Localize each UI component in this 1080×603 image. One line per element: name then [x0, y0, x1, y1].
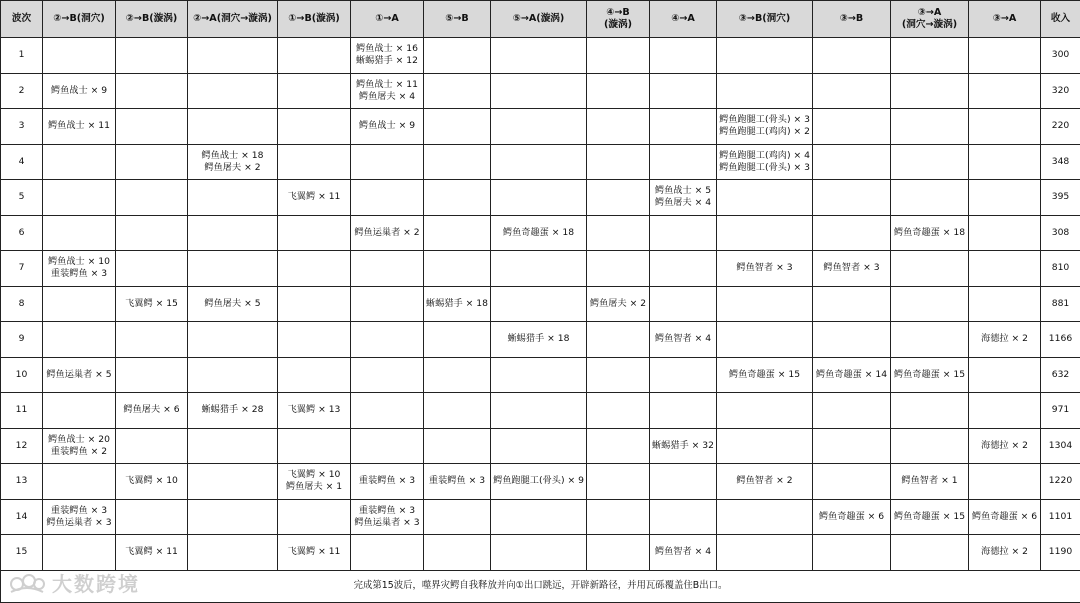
wave-number-cell: 14: [1, 499, 43, 535]
enemy-cell: [116, 180, 188, 216]
enemy-cell: [650, 357, 717, 393]
enemy-cell: [188, 357, 278, 393]
income-cell: 308: [1041, 215, 1080, 251]
enemy-cell: [813, 215, 891, 251]
enemy-cell: [43, 535, 116, 571]
enemy-cell: [813, 109, 891, 145]
enemy-cell: [587, 322, 650, 358]
enemy-cell: [650, 73, 717, 109]
wave-number-cell: 13: [1, 464, 43, 500]
enemy-cell: [813, 38, 891, 74]
enemy-cell: [491, 73, 587, 109]
enemy-cell: 蜥蜴猎手 × 28: [188, 393, 278, 429]
income-cell: 300: [1041, 38, 1080, 74]
enemy-cell: 鳄鱼战士 × 18 鳄鱼屠夫 × 2: [188, 144, 278, 180]
enemy-cell: [278, 109, 351, 145]
enemy-cell: 鳄鱼智者 × 3: [813, 251, 891, 287]
enemy-cell: [891, 251, 969, 287]
enemy-cell: [351, 428, 424, 464]
enemy-cell: [969, 215, 1041, 251]
enemy-cell: [650, 286, 717, 322]
enemy-cell: [278, 251, 351, 287]
table-row: [1, 38, 1080, 74]
enemy-cell: [587, 73, 650, 109]
enemy-cell: 鳄鱼奇趣蛋 × 6: [813, 499, 891, 535]
enemy-cell: [813, 464, 891, 500]
enemy-cell: [424, 322, 491, 358]
table-row: [1, 73, 1080, 109]
wave-number-cell: 6: [1, 215, 43, 251]
enemy-cell: 鳄鱼跑腿工(骨头) × 3 鳄鱼跑腿工(鸡肉) × 2: [717, 109, 813, 145]
enemy-cell: [587, 109, 650, 145]
wave-number-cell: 9: [1, 322, 43, 358]
enemy-cell: [587, 357, 650, 393]
enemy-cell: [351, 357, 424, 393]
enemy-cell: [491, 357, 587, 393]
column-header: ③→B: [813, 1, 891, 38]
enemy-cell: [587, 144, 650, 180]
enemy-cell: [278, 499, 351, 535]
enemy-cell: 鳄鱼屠夫 × 2: [587, 286, 650, 322]
enemy-cell: [278, 215, 351, 251]
enemy-cell: [43, 38, 116, 74]
enemy-cell: [43, 215, 116, 251]
enemy-cell: [891, 38, 969, 74]
enemy-cell: [116, 144, 188, 180]
income-cell: 348: [1041, 144, 1080, 180]
column-header: ②→B(洞穴): [43, 1, 116, 38]
table-row: [1, 251, 1080, 287]
enemy-cell: [188, 215, 278, 251]
enemy-cell: [717, 322, 813, 358]
column-header: ④→A: [650, 1, 717, 38]
enemy-cell: 鳄鱼奇趣蛋 × 15: [717, 357, 813, 393]
enemy-cell: [891, 428, 969, 464]
wave-number-cell: 7: [1, 251, 43, 287]
enemy-cell: [278, 73, 351, 109]
enemy-cell: [587, 428, 650, 464]
enemy-cell: [188, 322, 278, 358]
table-row: [1, 464, 1080, 500]
enemy-cell: [278, 357, 351, 393]
table-row: [1, 357, 1080, 393]
enemy-cell: [491, 144, 587, 180]
table-row: [1, 393, 1080, 429]
enemy-cell: [116, 499, 188, 535]
enemy-cell: [587, 215, 650, 251]
enemy-cell: [424, 144, 491, 180]
enemy-cell: [424, 499, 491, 535]
enemy-cell: [351, 144, 424, 180]
enemy-cell: 鳄鱼智者 × 1: [891, 464, 969, 500]
table-row: [1, 428, 1080, 464]
enemy-cell: 飞翼鳄 × 13: [278, 393, 351, 429]
enemy-cell: 重装鳄鱼 × 3 鳄鱼运巢者 × 3: [43, 499, 116, 535]
enemy-cell: [969, 38, 1041, 74]
enemy-cell: 重装鳄鱼 × 3: [351, 464, 424, 500]
enemy-cell: 鳄鱼智者 × 4: [650, 322, 717, 358]
table-row: [1, 286, 1080, 322]
enemy-cell: [891, 535, 969, 571]
enemy-cell: 鳄鱼战士 × 9: [351, 109, 424, 145]
enemy-cell: [424, 73, 491, 109]
enemy-cell: [116, 38, 188, 74]
enemy-cell: [650, 215, 717, 251]
income-cell: 810: [1041, 251, 1080, 287]
column-header: ④→B (漩涡): [587, 1, 650, 38]
enemy-cell: [969, 109, 1041, 145]
table-row: [1, 322, 1080, 358]
income-cell: 1304: [1041, 428, 1080, 464]
table-row: [1, 215, 1080, 251]
wave-number-cell: 12: [1, 428, 43, 464]
enemy-cell: 鳄鱼奇趣蛋 × 18: [891, 215, 969, 251]
table-row: [1, 109, 1080, 145]
enemy-cell: 飞翼鳄 × 11: [116, 535, 188, 571]
enemy-cell: [969, 251, 1041, 287]
enemy-cell: 重装鳄鱼 × 3 鳄鱼运巢者 × 3: [351, 499, 424, 535]
income-cell: 1166: [1041, 322, 1080, 358]
income-cell: 632: [1041, 357, 1080, 393]
enemy-cell: [717, 215, 813, 251]
table-body: [1, 38, 1080, 571]
enemy-cell: [717, 428, 813, 464]
column-header: ⑤→A(漩涡): [491, 1, 587, 38]
enemy-cell: [491, 286, 587, 322]
enemy-cell: [717, 286, 813, 322]
wave-number-cell: 8: [1, 286, 43, 322]
enemy-cell: [424, 393, 491, 429]
enemy-cell: [717, 38, 813, 74]
enemy-cell: [587, 499, 650, 535]
enemy-cell: 鳄鱼智者 × 4: [650, 535, 717, 571]
wave-number-cell: 2: [1, 73, 43, 109]
enemy-cell: [650, 251, 717, 287]
enemy-cell: [650, 499, 717, 535]
column-header: ①→B(漩涡): [278, 1, 351, 38]
footer-note: 完成第15波后，噬界灾鳄自我释放并向①出口跳远，开辟新路径，并用瓦砾覆盖住B出口。: [1, 570, 1080, 602]
income-cell: 971: [1041, 393, 1080, 429]
enemy-cell: [424, 535, 491, 571]
column-header: ③→A (洞穴→漩涡): [891, 1, 969, 38]
table-footer: [1, 570, 1080, 602]
enemy-cell: 鳄鱼战士 × 11: [43, 109, 116, 145]
enemy-cell: [813, 535, 891, 571]
table-row: [1, 499, 1080, 535]
column-header: 收入: [1041, 1, 1080, 38]
enemy-cell: 鳄鱼奇趣蛋 × 18: [491, 215, 587, 251]
enemy-cell: [650, 393, 717, 429]
enemy-cell: [278, 38, 351, 74]
table-row: [1, 180, 1080, 216]
header-row: [1, 1, 1080, 38]
enemy-cell: [891, 322, 969, 358]
enemy-cell: [43, 144, 116, 180]
enemy-cell: [43, 464, 116, 500]
column-header: 波次: [1, 1, 43, 38]
enemy-cell: [891, 393, 969, 429]
enemy-cell: 蜥蜴猎手 × 32: [650, 428, 717, 464]
enemy-cell: [424, 180, 491, 216]
enemy-cell: [891, 73, 969, 109]
enemy-cell: 鳄鱼奇趣蛋 × 15: [891, 357, 969, 393]
enemy-cell: [969, 180, 1041, 216]
enemy-cell: [188, 73, 278, 109]
enemy-cell: 鳄鱼战士 × 11 鳄鱼屠夫 × 4: [351, 73, 424, 109]
income-cell: 1190: [1041, 535, 1080, 571]
enemy-cell: 鳄鱼战士 × 10 重装鳄鱼 × 3: [43, 251, 116, 287]
enemy-cell: 鳄鱼智者 × 3: [717, 251, 813, 287]
wave-number-cell: 15: [1, 535, 43, 571]
enemy-cell: 鳄鱼奇趣蛋 × 6: [969, 499, 1041, 535]
enemy-cell: 飞翼鳄 × 10 鳄鱼屠夫 × 1: [278, 464, 351, 500]
enemy-cell: [351, 393, 424, 429]
enemy-cell: 鳄鱼战士 × 16 蜥蜴猎手 × 12: [351, 38, 424, 74]
enemy-cell: [717, 393, 813, 429]
enemy-cell: [969, 286, 1041, 322]
enemy-cell: [116, 215, 188, 251]
wave-number-cell: 11: [1, 393, 43, 429]
enemy-cell: 鳄鱼跑腿工(骨头) × 9: [491, 464, 587, 500]
income-cell: 395: [1041, 180, 1080, 216]
enemy-cell: [424, 251, 491, 287]
enemy-cell: [278, 322, 351, 358]
wave-number-cell: 3: [1, 109, 43, 145]
enemy-cell: [969, 73, 1041, 109]
income-cell: 881: [1041, 286, 1080, 322]
enemy-cell: [424, 109, 491, 145]
enemy-cell: [813, 73, 891, 109]
wave-number-cell: 5: [1, 180, 43, 216]
income-cell: 1220: [1041, 464, 1080, 500]
enemy-cell: [891, 180, 969, 216]
enemy-cell: [116, 73, 188, 109]
enemy-cell: [188, 38, 278, 74]
enemy-cell: 重装鳄鱼 × 3: [424, 464, 491, 500]
enemy-cell: [587, 464, 650, 500]
column-header: ②→A(洞穴→漩涡): [188, 1, 278, 38]
column-header: ②→B(漩涡): [116, 1, 188, 38]
enemy-cell: [278, 286, 351, 322]
enemy-cell: 鳄鱼运巢者 × 2: [351, 215, 424, 251]
enemy-cell: [587, 251, 650, 287]
income-cell: 320: [1041, 73, 1080, 109]
enemy-cell: 飞翼鳄 × 15: [116, 286, 188, 322]
column-header: ③→A: [969, 1, 1041, 38]
enemy-cell: [351, 286, 424, 322]
enemy-cell: 鳄鱼跑腿工(鸡肉) × 4 鳄鱼跑腿工(骨头) × 3: [717, 144, 813, 180]
table-header: [1, 1, 1080, 38]
column-header: ⑤→B: [424, 1, 491, 38]
enemy-cell: 鳄鱼战士 × 20 重装鳄鱼 × 2: [43, 428, 116, 464]
enemy-cell: [278, 144, 351, 180]
enemy-cell: [491, 180, 587, 216]
enemy-cell: [587, 393, 650, 429]
enemy-cell: 飞翼鳄 × 11: [278, 535, 351, 571]
enemy-cell: [969, 393, 1041, 429]
enemy-cell: 海德拉 × 2: [969, 322, 1041, 358]
enemy-cell: 鳄鱼屠夫 × 6: [116, 393, 188, 429]
enemy-cell: [813, 322, 891, 358]
enemy-cell: [717, 535, 813, 571]
column-header: ①→A: [351, 1, 424, 38]
enemy-cell: [717, 73, 813, 109]
enemy-cell: [587, 38, 650, 74]
enemy-cell: [491, 109, 587, 145]
enemy-cell: [491, 428, 587, 464]
enemy-cell: [650, 144, 717, 180]
enemy-cell: [116, 357, 188, 393]
enemy-cell: [424, 215, 491, 251]
enemy-cell: [891, 144, 969, 180]
enemy-cell: [587, 180, 650, 216]
enemy-cell: [188, 251, 278, 287]
enemy-cell: [813, 428, 891, 464]
enemy-cell: 飞翼鳄 × 10: [116, 464, 188, 500]
enemy-cell: [587, 535, 650, 571]
enemy-cell: 鳄鱼战士 × 5 鳄鱼屠夫 × 4: [650, 180, 717, 216]
enemy-cell: [491, 535, 587, 571]
enemy-cell: [116, 428, 188, 464]
enemy-cell: [43, 393, 116, 429]
enemy-cell: 蜥蜴猎手 × 18: [491, 322, 587, 358]
enemy-cell: [650, 464, 717, 500]
enemy-cell: 鳄鱼战士 × 9: [43, 73, 116, 109]
wave-number-cell: 10: [1, 357, 43, 393]
enemy-cell: [717, 499, 813, 535]
enemy-cell: [969, 144, 1041, 180]
enemy-cell: 海德拉 × 2: [969, 535, 1041, 571]
enemy-cell: 蜥蜴猎手 × 18: [424, 286, 491, 322]
enemy-cell: [717, 180, 813, 216]
enemy-cell: 鳄鱼奇趣蛋 × 14: [813, 357, 891, 393]
enemy-cell: [491, 499, 587, 535]
enemy-cell: [116, 251, 188, 287]
enemy-cell: [351, 322, 424, 358]
enemy-cell: [650, 109, 717, 145]
wave-number-cell: 1: [1, 38, 43, 74]
enemy-cell: 鳄鱼运巢者 × 5: [43, 357, 116, 393]
enemy-cell: [43, 180, 116, 216]
table-row: [1, 535, 1080, 571]
enemy-cell: [188, 428, 278, 464]
enemy-cell: [813, 144, 891, 180]
enemy-cell: [813, 393, 891, 429]
enemy-cell: 鳄鱼屠夫 × 5: [188, 286, 278, 322]
enemy-cell: [351, 180, 424, 216]
enemy-cell: [188, 535, 278, 571]
table-row: [1, 144, 1080, 180]
enemy-cell: [43, 286, 116, 322]
enemy-cell: [891, 286, 969, 322]
enemy-cell: [278, 428, 351, 464]
enemy-cell: [351, 251, 424, 287]
enemy-cell: [969, 357, 1041, 393]
enemy-cell: [116, 322, 188, 358]
enemy-cell: 飞翼鳄 × 11: [278, 180, 351, 216]
enemy-cell: [351, 535, 424, 571]
enemy-cell: [188, 464, 278, 500]
income-cell: 220: [1041, 109, 1080, 145]
enemy-cell: [491, 251, 587, 287]
enemy-cell: [813, 286, 891, 322]
enemy-cell: [43, 322, 116, 358]
enemy-cell: [116, 109, 188, 145]
watermark-text: 大数跨境: [52, 568, 140, 597]
enemy-cell: [969, 464, 1041, 500]
enemy-cell: 鳄鱼智者 × 2: [717, 464, 813, 500]
wave-number-cell: 4: [1, 144, 43, 180]
enemy-cell: [188, 109, 278, 145]
income-cell: 1101: [1041, 499, 1080, 535]
enemy-cell: [491, 393, 587, 429]
column-header: ③→B(洞穴): [717, 1, 813, 38]
enemy-cell: [424, 357, 491, 393]
enemy-cell: [491, 38, 587, 74]
enemy-cell: 鳄鱼奇趣蛋 × 15: [891, 499, 969, 535]
enemy-cell: [650, 38, 717, 74]
enemy-cell: [891, 109, 969, 145]
enemy-cell: [424, 428, 491, 464]
enemy-cell: [188, 180, 278, 216]
enemy-cell: 海德拉 × 2: [969, 428, 1041, 464]
enemy-cell: [188, 499, 278, 535]
enemy-cell: [424, 38, 491, 74]
enemy-cell: [813, 180, 891, 216]
